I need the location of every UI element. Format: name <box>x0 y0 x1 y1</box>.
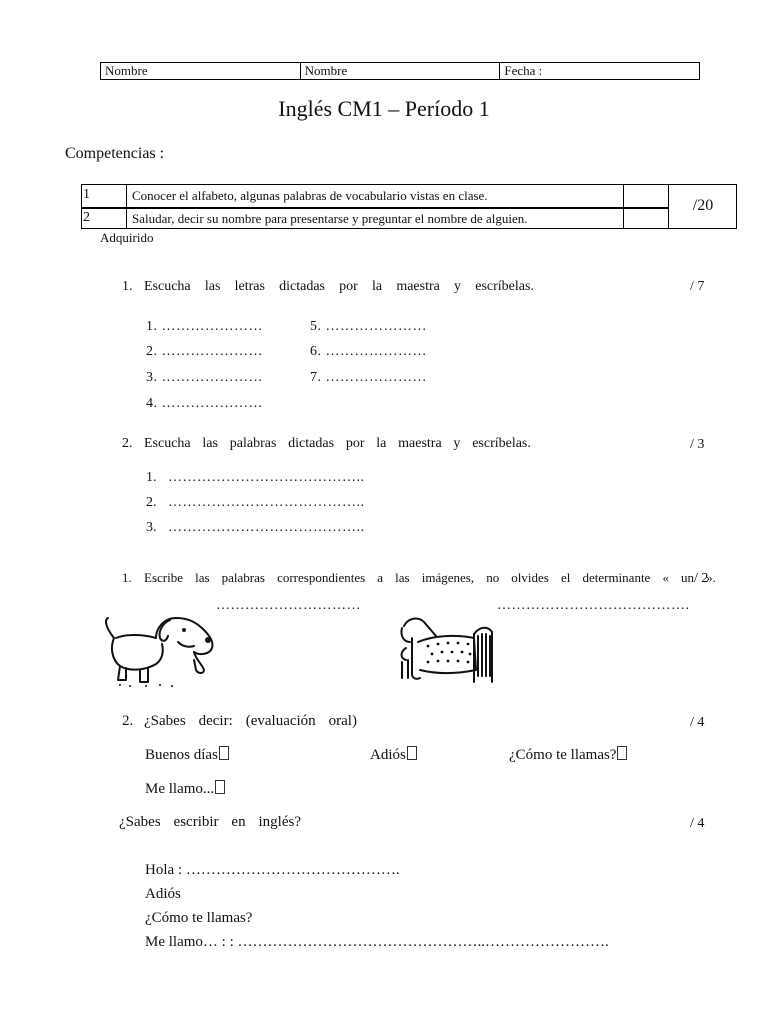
writing-line[interactable]: Me llamo… : : …………………………………………..……………………. <box>145 934 609 950</box>
image-word-blank-2[interactable]: …………………………………. <box>497 598 690 613</box>
image-word-blank-1[interactable]: ………………………… <box>216 598 361 613</box>
name-cell-2: Nombre <box>301 63 501 79</box>
writing-line[interactable]: Adiós <box>145 886 181 902</box>
question-number: 1. <box>122 570 132 585</box>
question-text: ¿Sabes decir: (evaluación oral) <box>144 713 357 729</box>
oral-option: Buenos días <box>145 746 229 764</box>
word-item: 3. ………………………………….. <box>146 520 365 535</box>
letter-blank[interactable]: 1. ………………… <box>146 319 263 334</box>
question-3-score: / 2 <box>694 571 709 586</box>
checkbox-icon[interactable] <box>219 746 229 760</box>
word-item: 1. ………………………………….. <box>146 470 365 485</box>
letter-blank[interactable]: 5. ………………… <box>310 319 427 334</box>
letter-blank[interactable]: 4. ………………… <box>146 396 263 411</box>
question-4-score: / 4 <box>690 715 705 730</box>
checkbox-icon[interactable] <box>215 780 225 794</box>
question-text: Escucha las palabras dictadas por la maestra y escríbelas. <box>144 436 531 451</box>
word-blank[interactable]: ………………………………….. <box>168 520 365 535</box>
writing-line[interactable]: Hola : ……………………………………. <box>145 862 400 878</box>
question-number: 2. <box>122 436 133 451</box>
total-score: /20 <box>692 197 714 214</box>
question-5-score: / 4 <box>690 816 705 831</box>
question-1 <box>122 279 534 295</box>
question-number: 1. <box>122 279 133 294</box>
oral-option: Adiós <box>370 746 417 764</box>
question-text: ¿Sabes escribir en inglés? <box>119 814 301 830</box>
question-5 <box>119 814 301 831</box>
header-table <box>100 62 700 80</box>
competencias-table <box>81 184 737 229</box>
competencia-row-2 <box>82 208 669 230</box>
question-text: Escribe las palabras correspondientes a las imágenes, no olvides el determinante « un ». <box>144 570 716 585</box>
letter-blank[interactable]: 6. ………………… <box>310 344 427 359</box>
question-4 <box>122 713 357 730</box>
date-cell: Fecha : <box>504 63 543 78</box>
question-2 <box>122 436 531 452</box>
page-title: Inglés CM1 – Período 1 <box>278 96 490 121</box>
letter-blank[interactable]: 2. ………………… <box>146 344 263 359</box>
writing-line[interactable]: ¿Cómo te llamas? <box>145 910 253 926</box>
checkbox-icon[interactable] <box>407 746 417 760</box>
question-3 <box>122 570 716 586</box>
word-blank[interactable]: ………………………………….. <box>168 495 365 510</box>
adquirido-label: Adquirido <box>100 230 154 245</box>
oral-option: ¿Cómo te llamas? <box>509 746 627 764</box>
question-number: 2. <box>122 713 134 729</box>
dog-icon <box>100 608 222 688</box>
word-item: 2. ………………………………….. <box>146 495 365 510</box>
competencia-row-1 <box>82 185 669 207</box>
oral-option: Me llamo... <box>145 780 225 798</box>
question-1-score: / 7 <box>690 279 705 294</box>
competencia-text: Saludar, decir su nombre para presentarse y preguntar el nombre de alguien. <box>132 211 528 226</box>
bed-icon <box>396 612 496 684</box>
name-cell-1: Nombre <box>101 63 301 79</box>
competencia-text: Conocer el alfabeto, algunas palabras de vocabulario vistas en clase. <box>132 188 488 203</box>
letter-blank[interactable]: 7. ………………… <box>310 370 427 385</box>
question-2-score: / 3 <box>690 437 705 452</box>
competencias-label: Competencias : <box>65 145 165 162</box>
competencia-number: 2 <box>83 210 90 225</box>
competencia-number: 1 <box>83 187 90 202</box>
question-text: Escucha las letras dictadas por la maestra y escríbelas. <box>144 279 534 294</box>
checkbox-icon[interactable] <box>617 746 627 760</box>
letter-blank[interactable]: 3. ………………… <box>146 370 263 385</box>
word-blank[interactable]: ………………………………….. <box>168 470 365 485</box>
